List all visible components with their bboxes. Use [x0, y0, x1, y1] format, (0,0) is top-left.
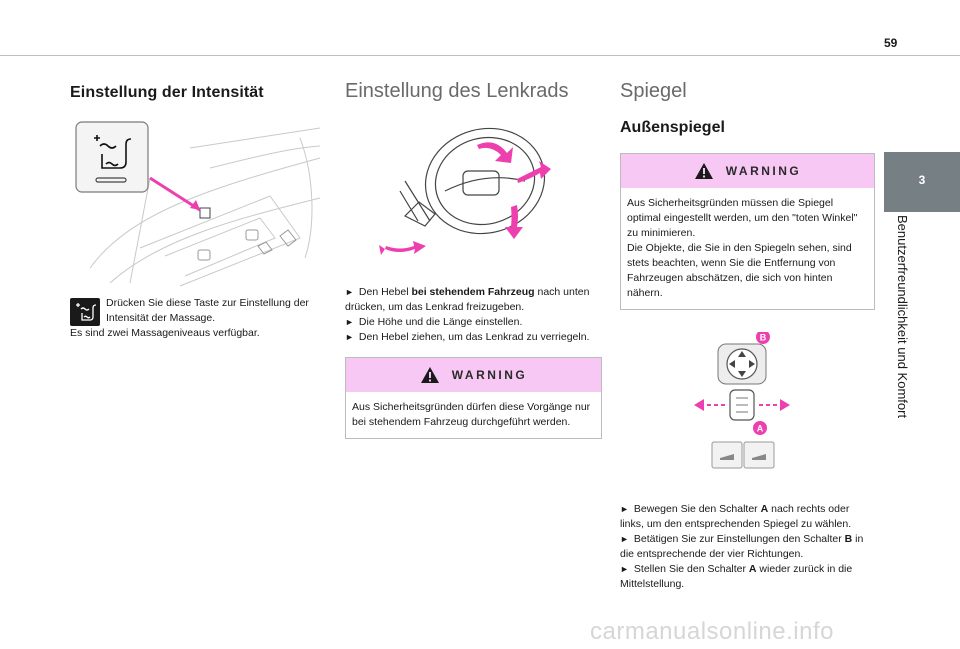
step-reset-text: Stellen Sie den Schalter — [633, 563, 749, 575]
massage-button-icon — [70, 298, 100, 326]
top-rule — [0, 55, 960, 56]
switch-a-ref: A — [748, 563, 757, 575]
column-massage-intensity — [70, 78, 322, 341]
steering-steps — [345, 285, 602, 345]
step-lock — [345, 330, 602, 345]
step-select-mirror — [620, 502, 875, 532]
mirror-steps — [620, 502, 875, 592]
warning-box-steering — [345, 357, 602, 439]
switch-a-ref: A — [760, 503, 769, 515]
step-reset-text-end: wieder zurück in die Mittelstellung. — [620, 563, 853, 590]
bullet-arrow: ► — [345, 287, 354, 297]
chapter-title: Benutzerfreundlichkeit und Komfort — [895, 215, 910, 419]
warning-text: Aus Sicherheitsgründen müssen die Spiegel optimal eingestellt werden, um den "toten Winkel" zu minimieren. Die Objekte, die Sie in den Spiegeln sehen, sind stets beachten, wenn Sie die Entfernung von Fahrzeugen abschätzen, die sich von hinten nähern. — [627, 197, 858, 299]
warning-box-mirrors — [620, 153, 875, 310]
section-heading-steering: Einstellung des Lenkrads — [345, 80, 569, 102]
chapter-tab[interactable] — [884, 152, 960, 212]
section-heading-mirrors: Spiegel — [620, 80, 687, 102]
step-select-text-end: nach rechts oder links, um den entsprechenden Spiegel zu wählen. — [620, 503, 852, 530]
step-release-bold: bei stehendem Fahrzeug — [411, 286, 535, 298]
chapter-number: 3 — [918, 173, 926, 187]
column-steering-wheel — [345, 78, 602, 439]
warning-triangle-icon — [420, 366, 440, 384]
subheading-exterior-mirrors: Außenspiegel — [620, 119, 725, 136]
label-b: B — [759, 332, 767, 343]
step-adjust-mirror — [620, 532, 875, 562]
page-number: 59 — [884, 36, 898, 50]
instruction-text: Drücken Sie diese Taste zur Einstellung der Intensität der Massage. — [106, 297, 309, 324]
massage-instruction — [70, 296, 322, 341]
step-adjust — [345, 315, 602, 330]
column-mirrors — [620, 78, 875, 592]
bullet-arrow: ► — [620, 534, 629, 544]
step-adjust-mirror-text-end: in die entsprechende der vier Richtungen. — [620, 533, 864, 560]
watermark: carmanualsonline.info — [590, 618, 834, 645]
label-a: A — [756, 423, 764, 434]
step-release — [345, 285, 602, 315]
massage-levels-note: Es sind zwei Massageniveaus verfügbar. — [70, 327, 260, 339]
step-release-text: Den Hebel — [358, 286, 412, 298]
section-heading-intensity: Einstellung der Intensität — [70, 84, 264, 101]
step-select-text: Bewegen Sie den Schalter — [633, 503, 761, 515]
steering-wheel-illustration — [345, 121, 602, 271]
seat-massage-illustration — [70, 118, 322, 288]
switch-b-ref: B — [844, 533, 853, 545]
step-adjust-mirror-text: Betätigen Sie zur Einstellungen den Schalter — [633, 533, 845, 545]
mirror-control-illustration — [620, 332, 875, 482]
warning-title: WARNING — [451, 368, 528, 382]
bullet-arrow: ► — [620, 504, 629, 514]
warning-title: WARNING — [725, 164, 802, 178]
bullet-arrow: ► — [345, 317, 354, 327]
bullet-arrow: ► — [620, 564, 629, 574]
bullet-arrow: ► — [345, 332, 354, 342]
warning-header — [346, 358, 601, 392]
warning-triangle-icon — [694, 162, 714, 180]
step-release-text-end: nach unten drücken, um das Lenkrad freizugeben. — [345, 286, 590, 313]
step-adjust-text: Die Höhe und die Länge einstellen. — [358, 316, 523, 328]
step-lock-text: Den Hebel ziehen, um das Lenkrad zu verriegeln. — [358, 331, 590, 343]
warning-text: Aus Sicherheitsgründen dürfen diese Vorgänge nur bei stehendem Fahrzeug durchgeführt werden. — [352, 401, 591, 428]
warning-header — [621, 154, 874, 188]
step-reset-switch — [620, 562, 875, 592]
